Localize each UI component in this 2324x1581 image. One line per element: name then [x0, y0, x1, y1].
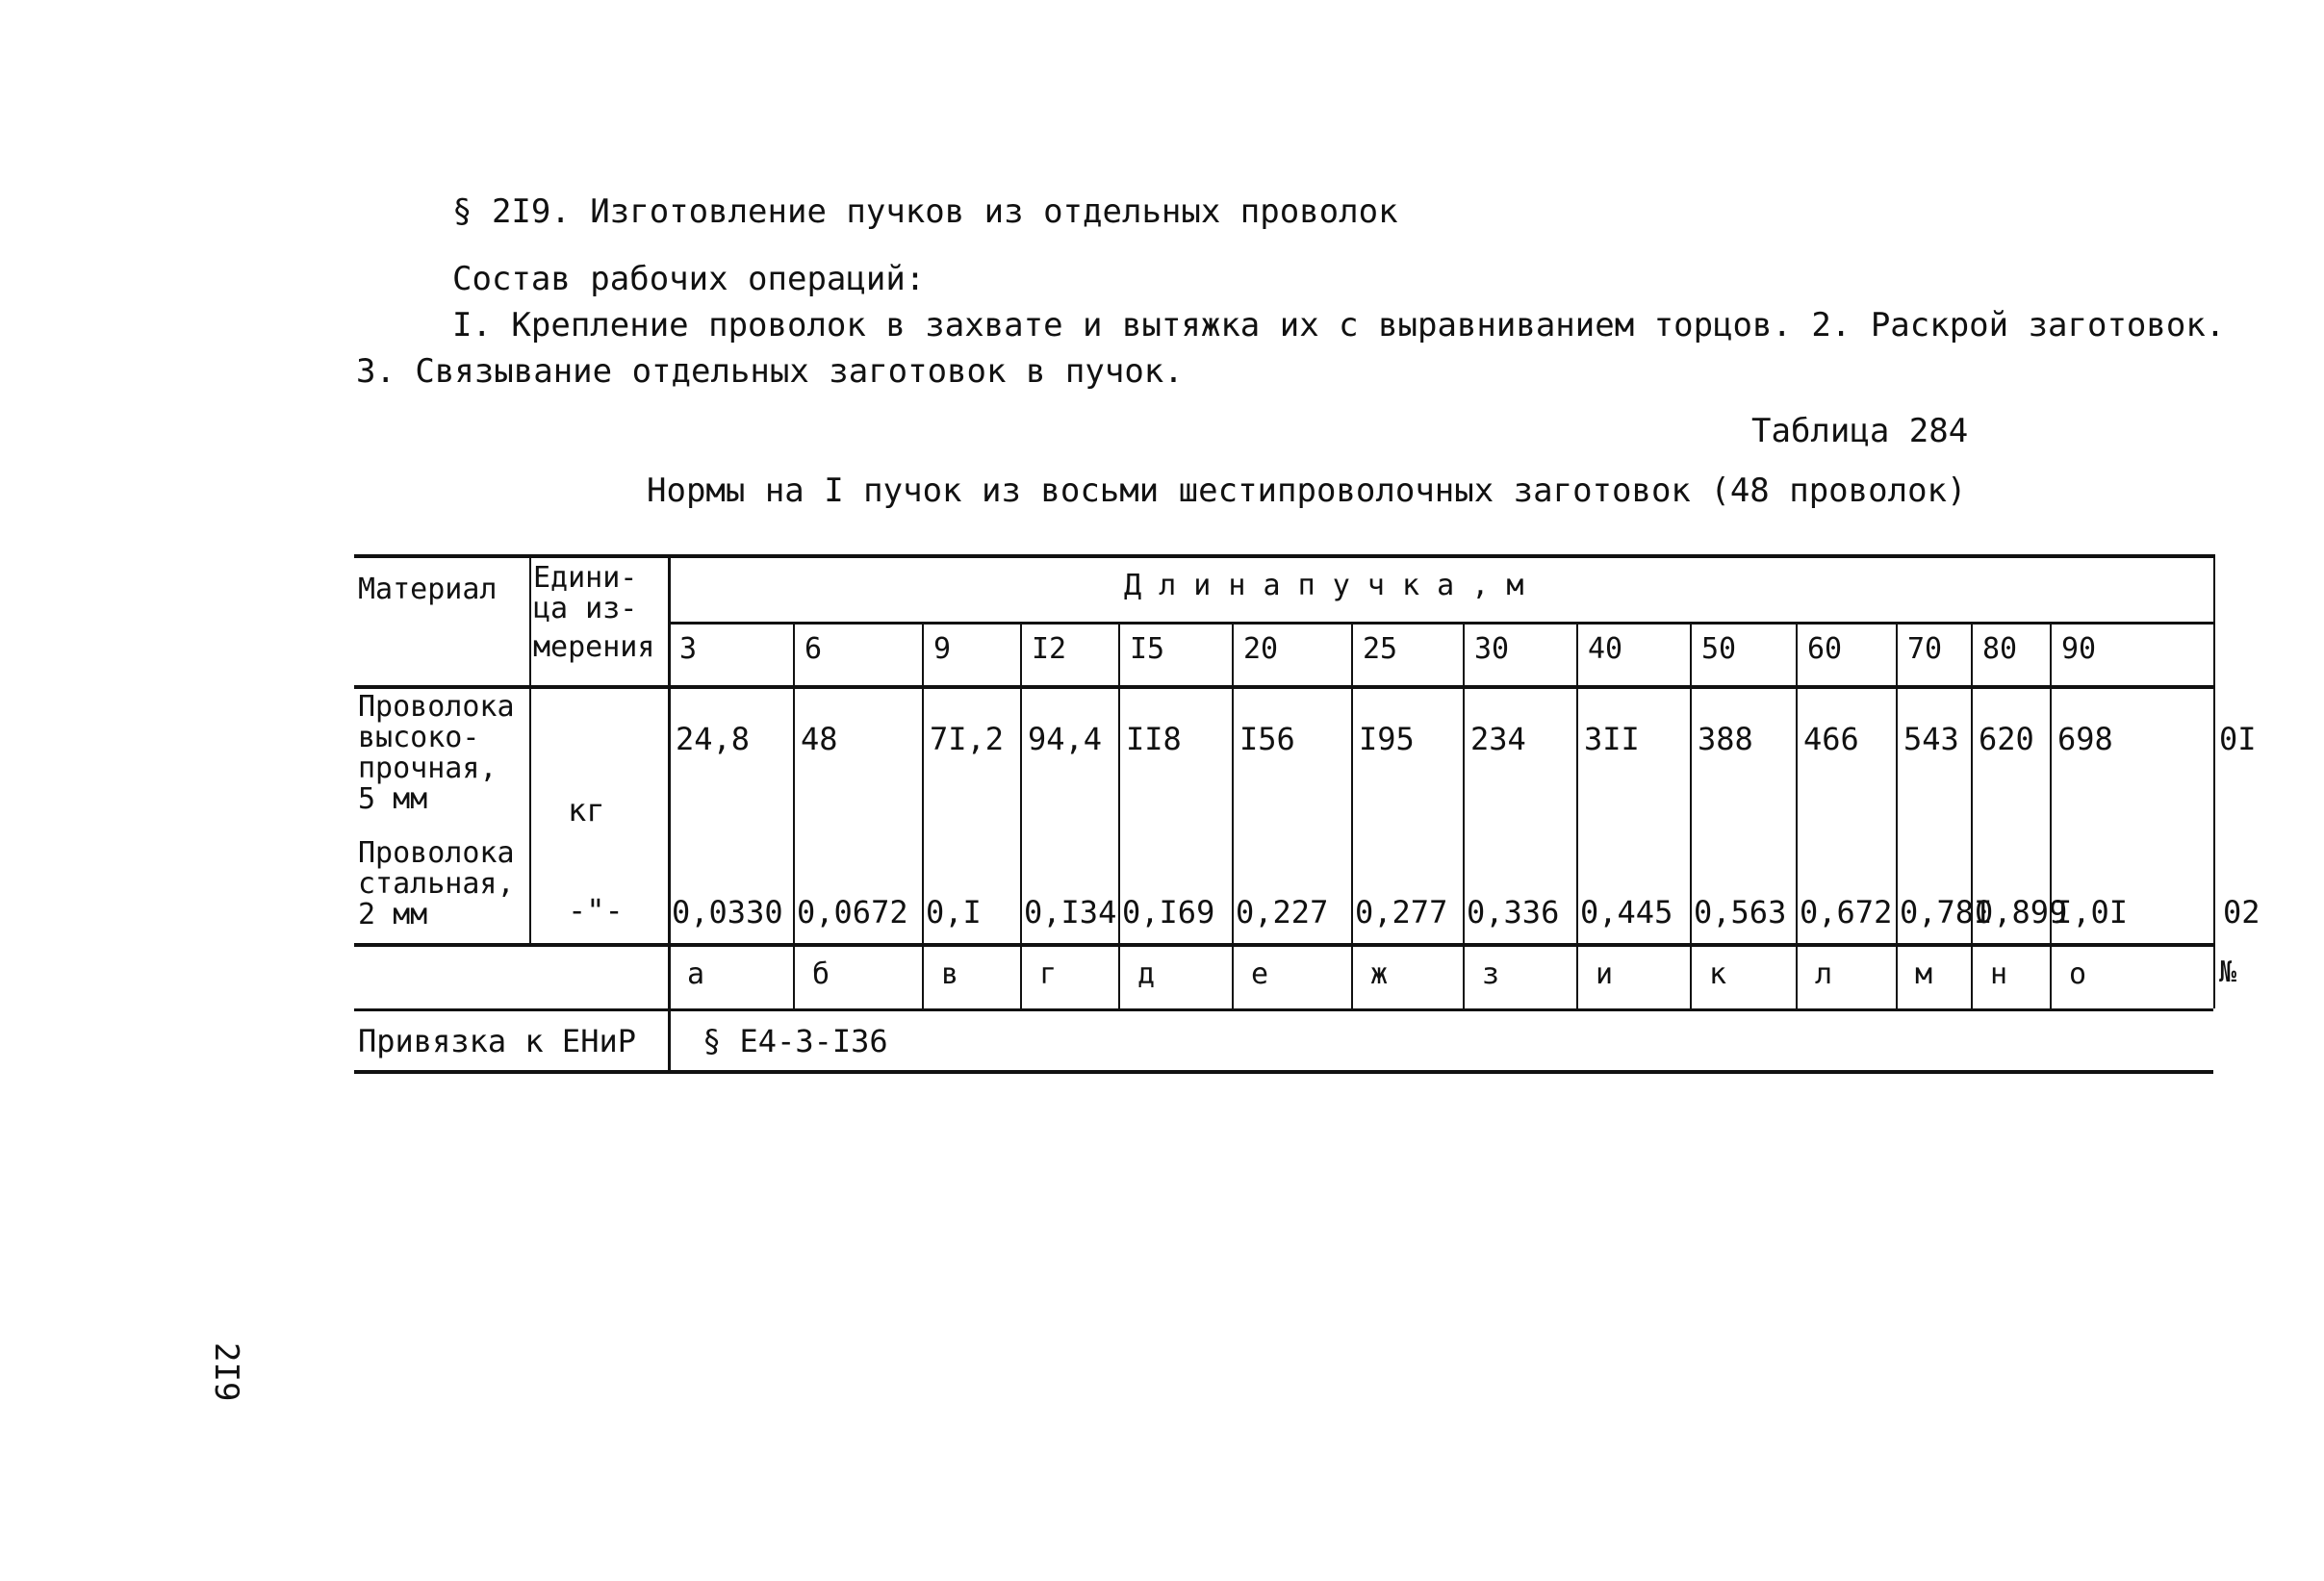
- column-letter: и: [1596, 957, 1614, 991]
- column-letter: к: [1709, 957, 1727, 991]
- table-cell: I,0I: [2054, 894, 2129, 931]
- row-material: стальная,: [358, 867, 515, 901]
- column-letter: н: [1990, 957, 2008, 991]
- length-column-rule: [2050, 622, 2052, 1008]
- table-cell: 0,227: [1236, 894, 1329, 931]
- column-letter: ж: [1370, 957, 1389, 991]
- header-unit: мерения: [533, 630, 655, 664]
- row-material: Проволока: [358, 690, 515, 724]
- table-cell: 698: [2057, 721, 2113, 757]
- header-length-value: 80: [1982, 632, 2018, 666]
- length-column-rule: [1232, 622, 1234, 1008]
- column-letter: а: [687, 957, 705, 991]
- header-length-value: 3: [679, 632, 698, 666]
- length-column-rule: [1463, 622, 1465, 1008]
- header-length-value: 6: [804, 632, 823, 666]
- table-cell: 0,336: [1467, 894, 1560, 931]
- table-cell: I95: [1359, 721, 1415, 757]
- header-length-value: 90: [2061, 632, 2097, 666]
- row-material: Проволока: [358, 836, 515, 870]
- table-cell: 0,0330: [672, 894, 783, 931]
- table-cell: 0,78I: [1900, 894, 1993, 931]
- header-length-value: 20: [1243, 632, 1279, 666]
- length-title-rule: [668, 622, 2213, 625]
- length-column-rule: [1971, 622, 1973, 1008]
- header-material: Материал: [358, 573, 498, 606]
- table-cell: 0,I69: [1122, 894, 1215, 931]
- table-cell: 234: [1470, 721, 1526, 757]
- letters-bottom-rule: [354, 1008, 2213, 1011]
- header-length-value: 9: [933, 632, 952, 666]
- length-column-rule: [1118, 622, 1120, 1008]
- value-area-rule: [668, 554, 671, 1072]
- header-length-value: 25: [1363, 632, 1398, 666]
- column-letter: з: [1482, 957, 1500, 991]
- column-letter: в: [941, 957, 959, 991]
- header-length-value: 40: [1588, 632, 1623, 666]
- length-column-rule: [793, 622, 795, 1008]
- header-length-value: I5: [1130, 632, 1165, 666]
- column-number-mark: №: [2219, 956, 2237, 989]
- row-material: прочная,: [358, 752, 498, 785]
- table-cell: 94,4: [1028, 721, 1103, 757]
- column-letter: л: [1815, 957, 1833, 991]
- header-length-value: 50: [1701, 632, 1737, 666]
- header-bottom-rule: [354, 685, 2213, 689]
- header-length-title: Д л и н а п у ч к а , м: [1124, 569, 1524, 602]
- data-bottom-rule: [354, 943, 2213, 947]
- column-letter: г: [1039, 957, 1058, 991]
- length-column-rule: [1020, 622, 1022, 1008]
- operations-line-1: I. Крепление проволок в захвате и вытяжка их с выравниванием торцов. 2. Раскрой заготовок.: [452, 306, 2226, 344]
- length-column-rule: [1796, 622, 1798, 1008]
- length-column-rule: [1896, 622, 1898, 1008]
- column-letter: м: [1915, 957, 1933, 991]
- header-length-value: 30: [1474, 632, 1510, 666]
- table-cell: 3II: [1584, 721, 1640, 757]
- row-material: 5 мм: [358, 782, 428, 816]
- table-top-rule: [354, 554, 2213, 558]
- length-column-rule: [1351, 622, 1353, 1008]
- table-cell: 0,899: [1975, 894, 2068, 931]
- row-unit: кг: [568, 792, 605, 829]
- row-material: высоко-: [358, 721, 480, 754]
- column-letter: б: [812, 957, 830, 991]
- header-length-value: I2: [1032, 632, 1067, 666]
- header-unit: ца из-: [533, 592, 638, 625]
- length-column-rule: [922, 622, 924, 1008]
- table-cell: 0,445: [1580, 894, 1673, 931]
- column-letter: е: [1251, 957, 1269, 991]
- length-column-rule: [1576, 622, 1578, 1008]
- table-cell: 7I,2: [930, 721, 1005, 757]
- header-length-value: 60: [1807, 632, 1843, 666]
- header-length-value: 70: [1907, 632, 1943, 666]
- section-heading: § 2I9. Изготовление пучков из отдельных проволок: [452, 192, 1398, 231]
- length-column-rule: [1690, 622, 1692, 1008]
- table-cell: 24,8: [676, 721, 751, 757]
- binding-value: § Е4-3-I36: [702, 1023, 888, 1059]
- length-column-rule: [2213, 554, 2215, 1008]
- table-cell: 0,277: [1355, 894, 1448, 931]
- column-letter: д: [1137, 957, 1156, 991]
- row-material: 2 мм: [358, 898, 428, 931]
- table-bottom-rule: [354, 1070, 2213, 1074]
- table-cell: 0,I: [926, 894, 982, 931]
- table-cell: I56: [1239, 721, 1295, 757]
- operations-heading: Состав рабочих операций:: [452, 260, 926, 298]
- table-cell: 48: [801, 721, 838, 757]
- table-cell: 02: [2223, 894, 2260, 931]
- table-cell: 388: [1698, 721, 1753, 757]
- table-cell: 0,I34: [1024, 894, 1117, 931]
- unit-column-rule: [529, 554, 531, 943]
- table-caption: Нормы на I пучок из восьми шестипроволочных заготовок (48 проволок): [647, 472, 1967, 510]
- table-number: Таблица 284: [1751, 412, 1969, 450]
- table-cell: 620: [1979, 721, 2034, 757]
- row-unit: -"-: [568, 892, 624, 929]
- column-letter: о: [2069, 957, 2087, 991]
- norms-table: [354, 554, 2260, 1072]
- page-number: 2I9: [207, 1342, 245, 1402]
- table-cell: 0,0672: [797, 894, 908, 931]
- operations-line-2: 3. Связывание отдельных заготовок в пучок.: [356, 352, 1184, 391]
- table-cell: 0I: [2219, 721, 2257, 757]
- binding-label: Привязка к ЕНиР: [358, 1023, 636, 1059]
- table-cell: 0,672: [1800, 894, 1893, 931]
- table-cell: 543: [1903, 721, 1959, 757]
- header-unit: Едини-: [533, 561, 638, 595]
- table-cell: II8: [1126, 721, 1182, 757]
- table-cell: 466: [1803, 721, 1859, 757]
- table-cell: 0,563: [1694, 894, 1787, 931]
